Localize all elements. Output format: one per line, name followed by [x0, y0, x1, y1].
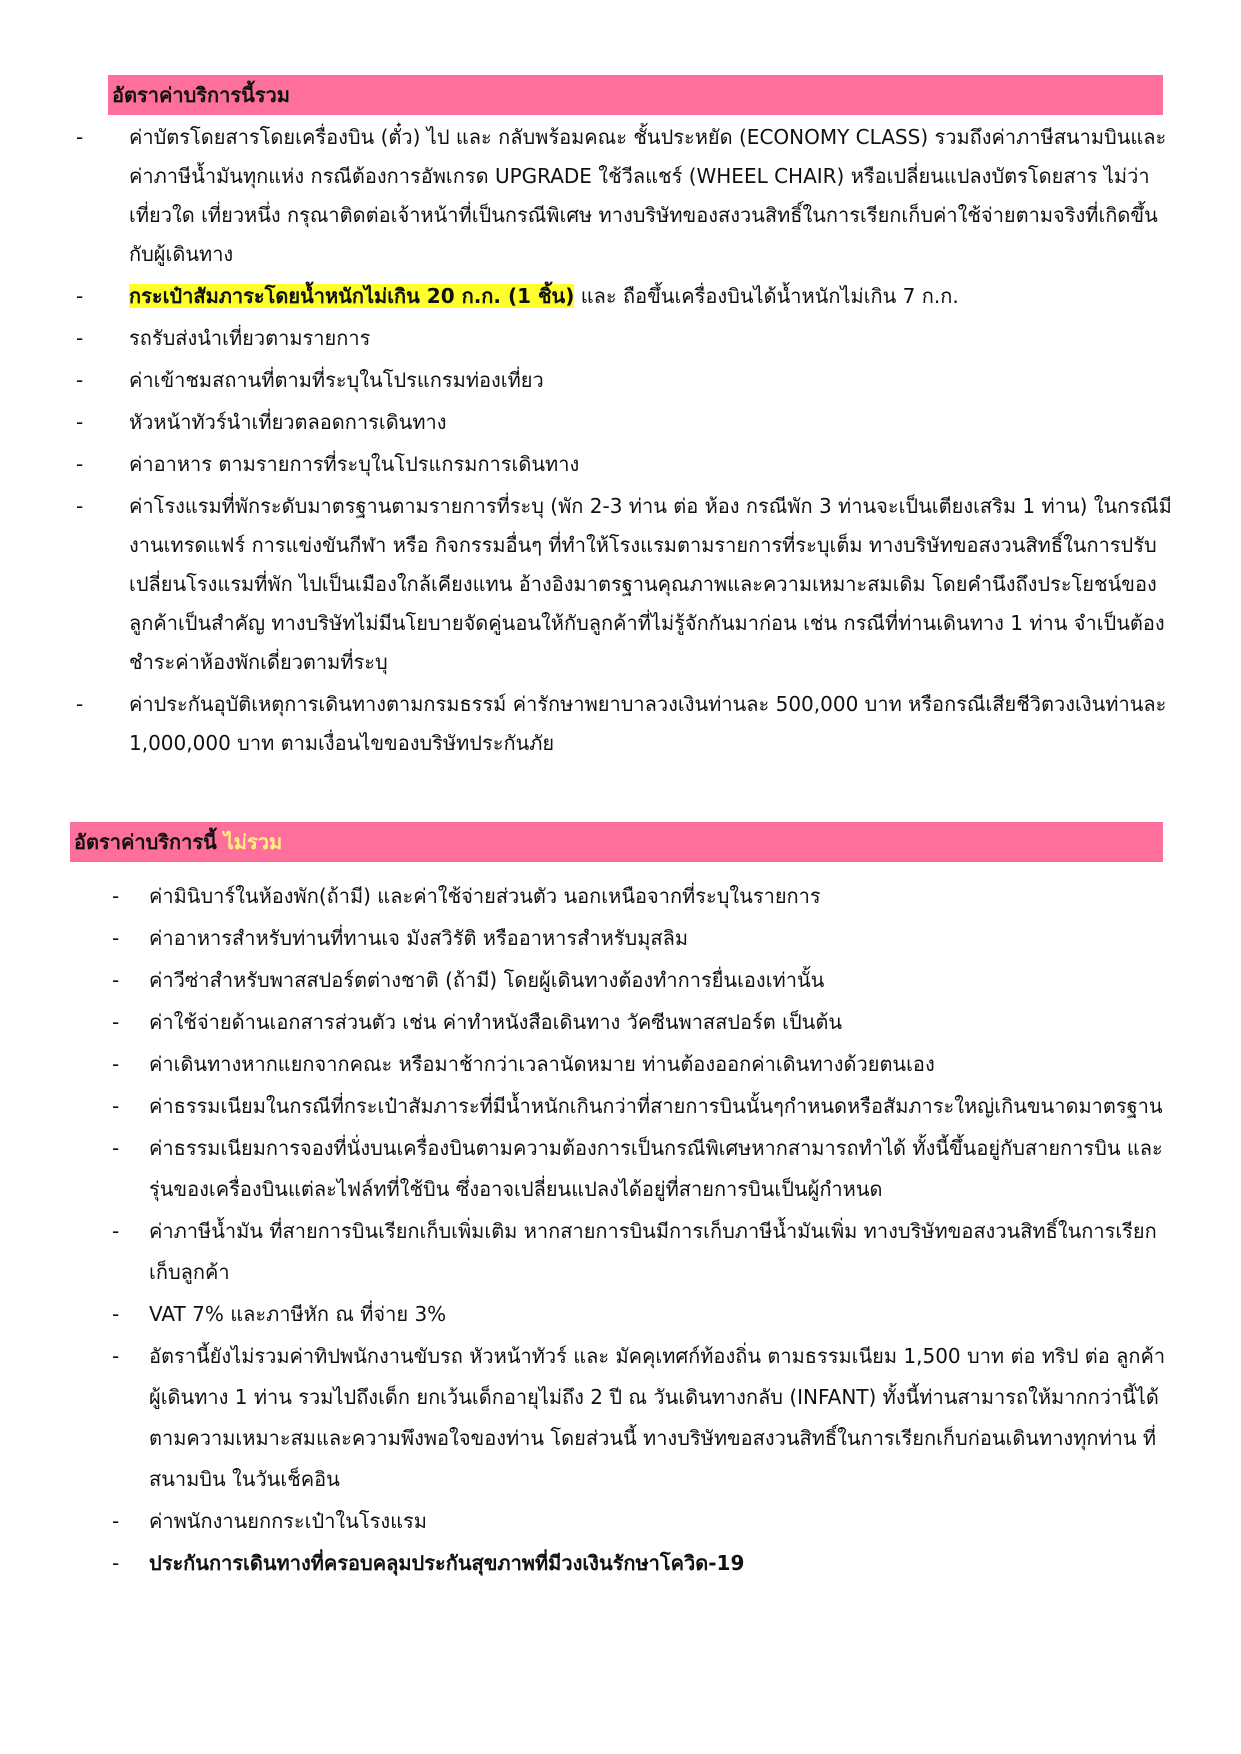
- list-item: [112, 918, 1174, 959]
- list-item: [112, 1211, 1174, 1293]
- dash-bullet: -: [112, 1052, 120, 1076]
- list-item-text: ค่าบัตรโดยสารโดยเครื่องบิน (ตั๋ว) ไป และ กลับพร้อมคณะ ชั้นประหยัด (ECONOMY CLASS) รวมถึงค่าภาษีสนามบินและค่าภาษีน้ำมันทุกแห่ง กรณีต้องการอัพเกรด UPGRADE ใช้วีลแชร์ (WHEEL CHAIR) หรือเปลี่ยนแปลงบัตรโดยสาร ไม่ว่าเที่ยวใด เที่ยวหนึ่ง กรุณาติดต่อเจ้าหน้าที่เป็นกรณีพิเศษ ทางบริษัทของสงวนสิทธิ์ในการเรียกเก็บค่าใช้จ่ายตามจริงที่เกิดขึ้นกับผู้เดินทาง: [129, 125, 1167, 266]
- list-item: [76, 118, 1174, 274]
- list-item: [76, 361, 1174, 400]
- dash-bullet: -: [76, 284, 84, 308]
- included-header-text: อัตราค่าบริการนี้รวม: [112, 83, 290, 107]
- list-item-text: ค่าประกันอุบัติเหตุการเดินทางตามกรมธรรม์ ค่ารักษาพยาบาลวงเงินท่านละ 500,000 บาท หรือกรณีเสียชีวิตวงเงินท่านละ 1,000,000 บาท ตามเงื่อนไขของบริษัทประกันภัย: [129, 692, 1167, 755]
- dash-bullet: -: [112, 1136, 120, 1160]
- dash-bullet: -: [76, 410, 84, 434]
- included-header: [108, 75, 1163, 115]
- list-item-text: VAT 7% และภาษีหัก ณ ที่จ่าย 3%: [149, 1302, 447, 1326]
- list-item: [76, 403, 1174, 442]
- dash-bullet: -: [112, 926, 120, 950]
- dash-bullet: -: [76, 494, 84, 518]
- dash-bullet: -: [112, 884, 120, 908]
- list-item: [112, 1044, 1174, 1085]
- list-item: [76, 277, 1174, 316]
- dash-bullet: -: [76, 125, 84, 149]
- list-item-text: ค่าอาหารสำหรับท่านที่ทานเจ มังสวิรัติ หรืออาหารสำหรับมุสลิม: [149, 926, 689, 950]
- dash-bullet: -: [112, 1219, 120, 1243]
- list-item: [76, 487, 1174, 682]
- dash-bullet: -: [112, 1010, 120, 1034]
- list-item: [112, 1128, 1174, 1210]
- list-item: [112, 1294, 1174, 1335]
- list-item-text: ค่าธรรมเนียมในกรณีที่กระเป๋าสัมภาระที่มีน้ำหนักเกินกว่าที่สายการบินนั้นๆกำหนดหรือสัมภาระใหญ่เกินขนาดมาตรฐาน: [149, 1094, 1163, 1118]
- included-list: [76, 118, 1174, 766]
- list-item-text: อัตรานี้ยังไม่รวมค่าทิปพนักงานขับรถ หัวหน้าทัวร์ และ มัคคุเทศก์ท้องถิ่น ตามธรรมเนียม 1,500 บาท ต่อ ทริป ต่อ ลูกค้า ผู้เดินทาง 1 ท่าน รวมไปถึงเด็ก ยกเว้นเด็กอายุไม่ถึง 2 ปี ณ วันเดินทางกลับ (INFANT) ทั้งนี้ท่านสามารถให้มากกว่านี้ได้ตามความเหมาะสมและความพึงพอใจของท่าน โดยส่วนนี้ ทางบริษัทขอสงวนสิทธิ์ในการเรียกเก็บก่อนเดินทางทุกท่าน ที่สนามบิน ในวันเช็คอิน: [149, 1344, 1166, 1491]
- list-item: [112, 1086, 1174, 1127]
- list-item-text: ค่าภาษีน้ำมัน ที่สายการบินเรียกเก็บเพิ่มเติม หากสายการบินมีการเก็บภาษีน้ำมันเพิ่ม ทางบริษัทขอสงวนสิทธิ์ในการเรียกเก็บลูกค้า: [149, 1219, 1157, 1284]
- list-item-text: ค่าอาหาร ตามรายการที่ระบุในโปรแกรมการเดินทาง: [129, 452, 580, 476]
- dash-bullet: -: [112, 1344, 120, 1368]
- list-item: [112, 1336, 1174, 1500]
- list-item: [76, 319, 1174, 358]
- list-item-text: ค่าใช้จ่ายด้านเอกสารส่วนตัว เช่น ค่าทำหนังสือเดินทาง วัคซีนพาสสปอร์ต เป็นต้น: [149, 1010, 843, 1034]
- dash-bullet: -: [112, 1509, 120, 1533]
- dash-bullet: -: [76, 368, 84, 392]
- list-item: [76, 445, 1174, 484]
- list-item-text: ค่ามินิบาร์ในห้องพัก(ถ้ามี) และค่าใช้จ่ายส่วนตัว นอกเหนือจากที่ระบุในรายการ: [149, 884, 821, 908]
- list-item-text: ค่าเดินทางหากแยกจากคณะ หรือมาช้ากว่าเวลานัดหมาย ท่านต้องออกค่าเดินทางด้วยตนเอง: [149, 1052, 935, 1076]
- list-item: [112, 1501, 1174, 1542]
- covid-insurance-text: ประกันการเดินทางที่ครอบคลุมประกันสุขภาพที่มีวงเงินรักษาโควิด-19: [149, 1551, 745, 1575]
- list-item: [112, 960, 1174, 1001]
- list-item-text: ค่าวีซ่าสำหรับพาสสปอร์ตต่างชาติ (ถ้ามี) โดยผู้เดินทางต้องทำการยื่นเองเท่านั้น: [149, 968, 825, 992]
- list-item: [76, 685, 1174, 763]
- excluded-header-highlight: ไม่รวม: [223, 830, 283, 854]
- excluded-header-text: อัตราค่าบริการนี้: [74, 830, 217, 854]
- dash-bullet: -: [112, 1551, 120, 1575]
- list-item: [112, 1543, 1174, 1584]
- dash-bullet: -: [112, 1302, 120, 1326]
- dash-bullet: -: [76, 326, 84, 350]
- excluded-header: [70, 822, 1163, 862]
- list-item-text: ค่าธรรมเนียมการจองที่นั่งบนเครื่องบินตามความต้องการเป็นกรณีพิเศษหากสามารถทำได้ ทั้งนี้ขึ้นอยู่กับสายการบิน และ รุ่นของเครื่องบินแต่ละไฟล์ทที่ใช้บิน ซึ่งอาจเปลี่ยนแปลงได้อยู่ที่สายการบินเป็นผู้กำหนด: [149, 1136, 1163, 1201]
- list-item: [112, 1002, 1174, 1043]
- excluded-list: [112, 876, 1174, 1585]
- dash-bullet: -: [112, 1094, 120, 1118]
- list-item-text: รถรับส่งนำเที่ยวตามรายการ: [129, 326, 371, 350]
- dash-bullet: -: [76, 452, 84, 476]
- list-item: [112, 876, 1174, 917]
- list-item-text: ค่าพนักงานยกกระเป๋าในโรงแรม: [149, 1509, 427, 1533]
- dash-bullet: -: [76, 692, 84, 716]
- list-item-text: และ ถือขึ้นเครื่องบินได้น้ำหนักไม่เกิน 7 ก.ก.: [574, 284, 959, 308]
- list-item-text: ค่าโรงแรมที่พักระดับมาตรฐานตามรายการที่ระบุ (พัก 2-3 ท่าน ต่อ ห้อง กรณีพัก 3 ท่านจะเป็นเตียงเสริม 1 ท่าน) ในกรณีมีงานเทรดแฟร์ การแข่งขันกีฬา หรือ กิจกรรมอื่นๆ ที่ทำให้โรงแรมตามรายการที่ระบุเต็ม ทางบริษัทขอสงวนสิทธิ์ในการปรับเปลี่ยนโรงแรมที่พัก ไปเป็นเมืองใกล้เคียงแทน อ้างอิงมาตรฐานคุณภาพและความเหมาะสมเดิม โดยคำนึงถึงประโยชน์ของลูกค้าเป็นสำคัญ ทางบริษัทไม่มีนโยบายจัดคู่นอนให้กับลูกค้าที่ไม่รู้จักกันมาก่อน เช่น กรณีที่ท่านเดินทาง 1 ท่าน จำเป็นต้องชำระค่าห้องพักเดี่ยวตามที่ระบุ: [129, 494, 1172, 674]
- baggage-highlight: กระเป๋าสัมภาระโดยน้ำหนักไม่เกิน 20 ก.ก. (1 ชิ้น): [129, 284, 575, 308]
- dash-bullet: -: [112, 968, 120, 992]
- list-item-text: หัวหน้าทัวร์นำเที่ยวตลอดการเดินทาง: [129, 410, 447, 434]
- list-item-text: ค่าเข้าชมสถานที่ตามที่ระบุในโปรแกรมท่องเที่ยว: [129, 368, 544, 392]
